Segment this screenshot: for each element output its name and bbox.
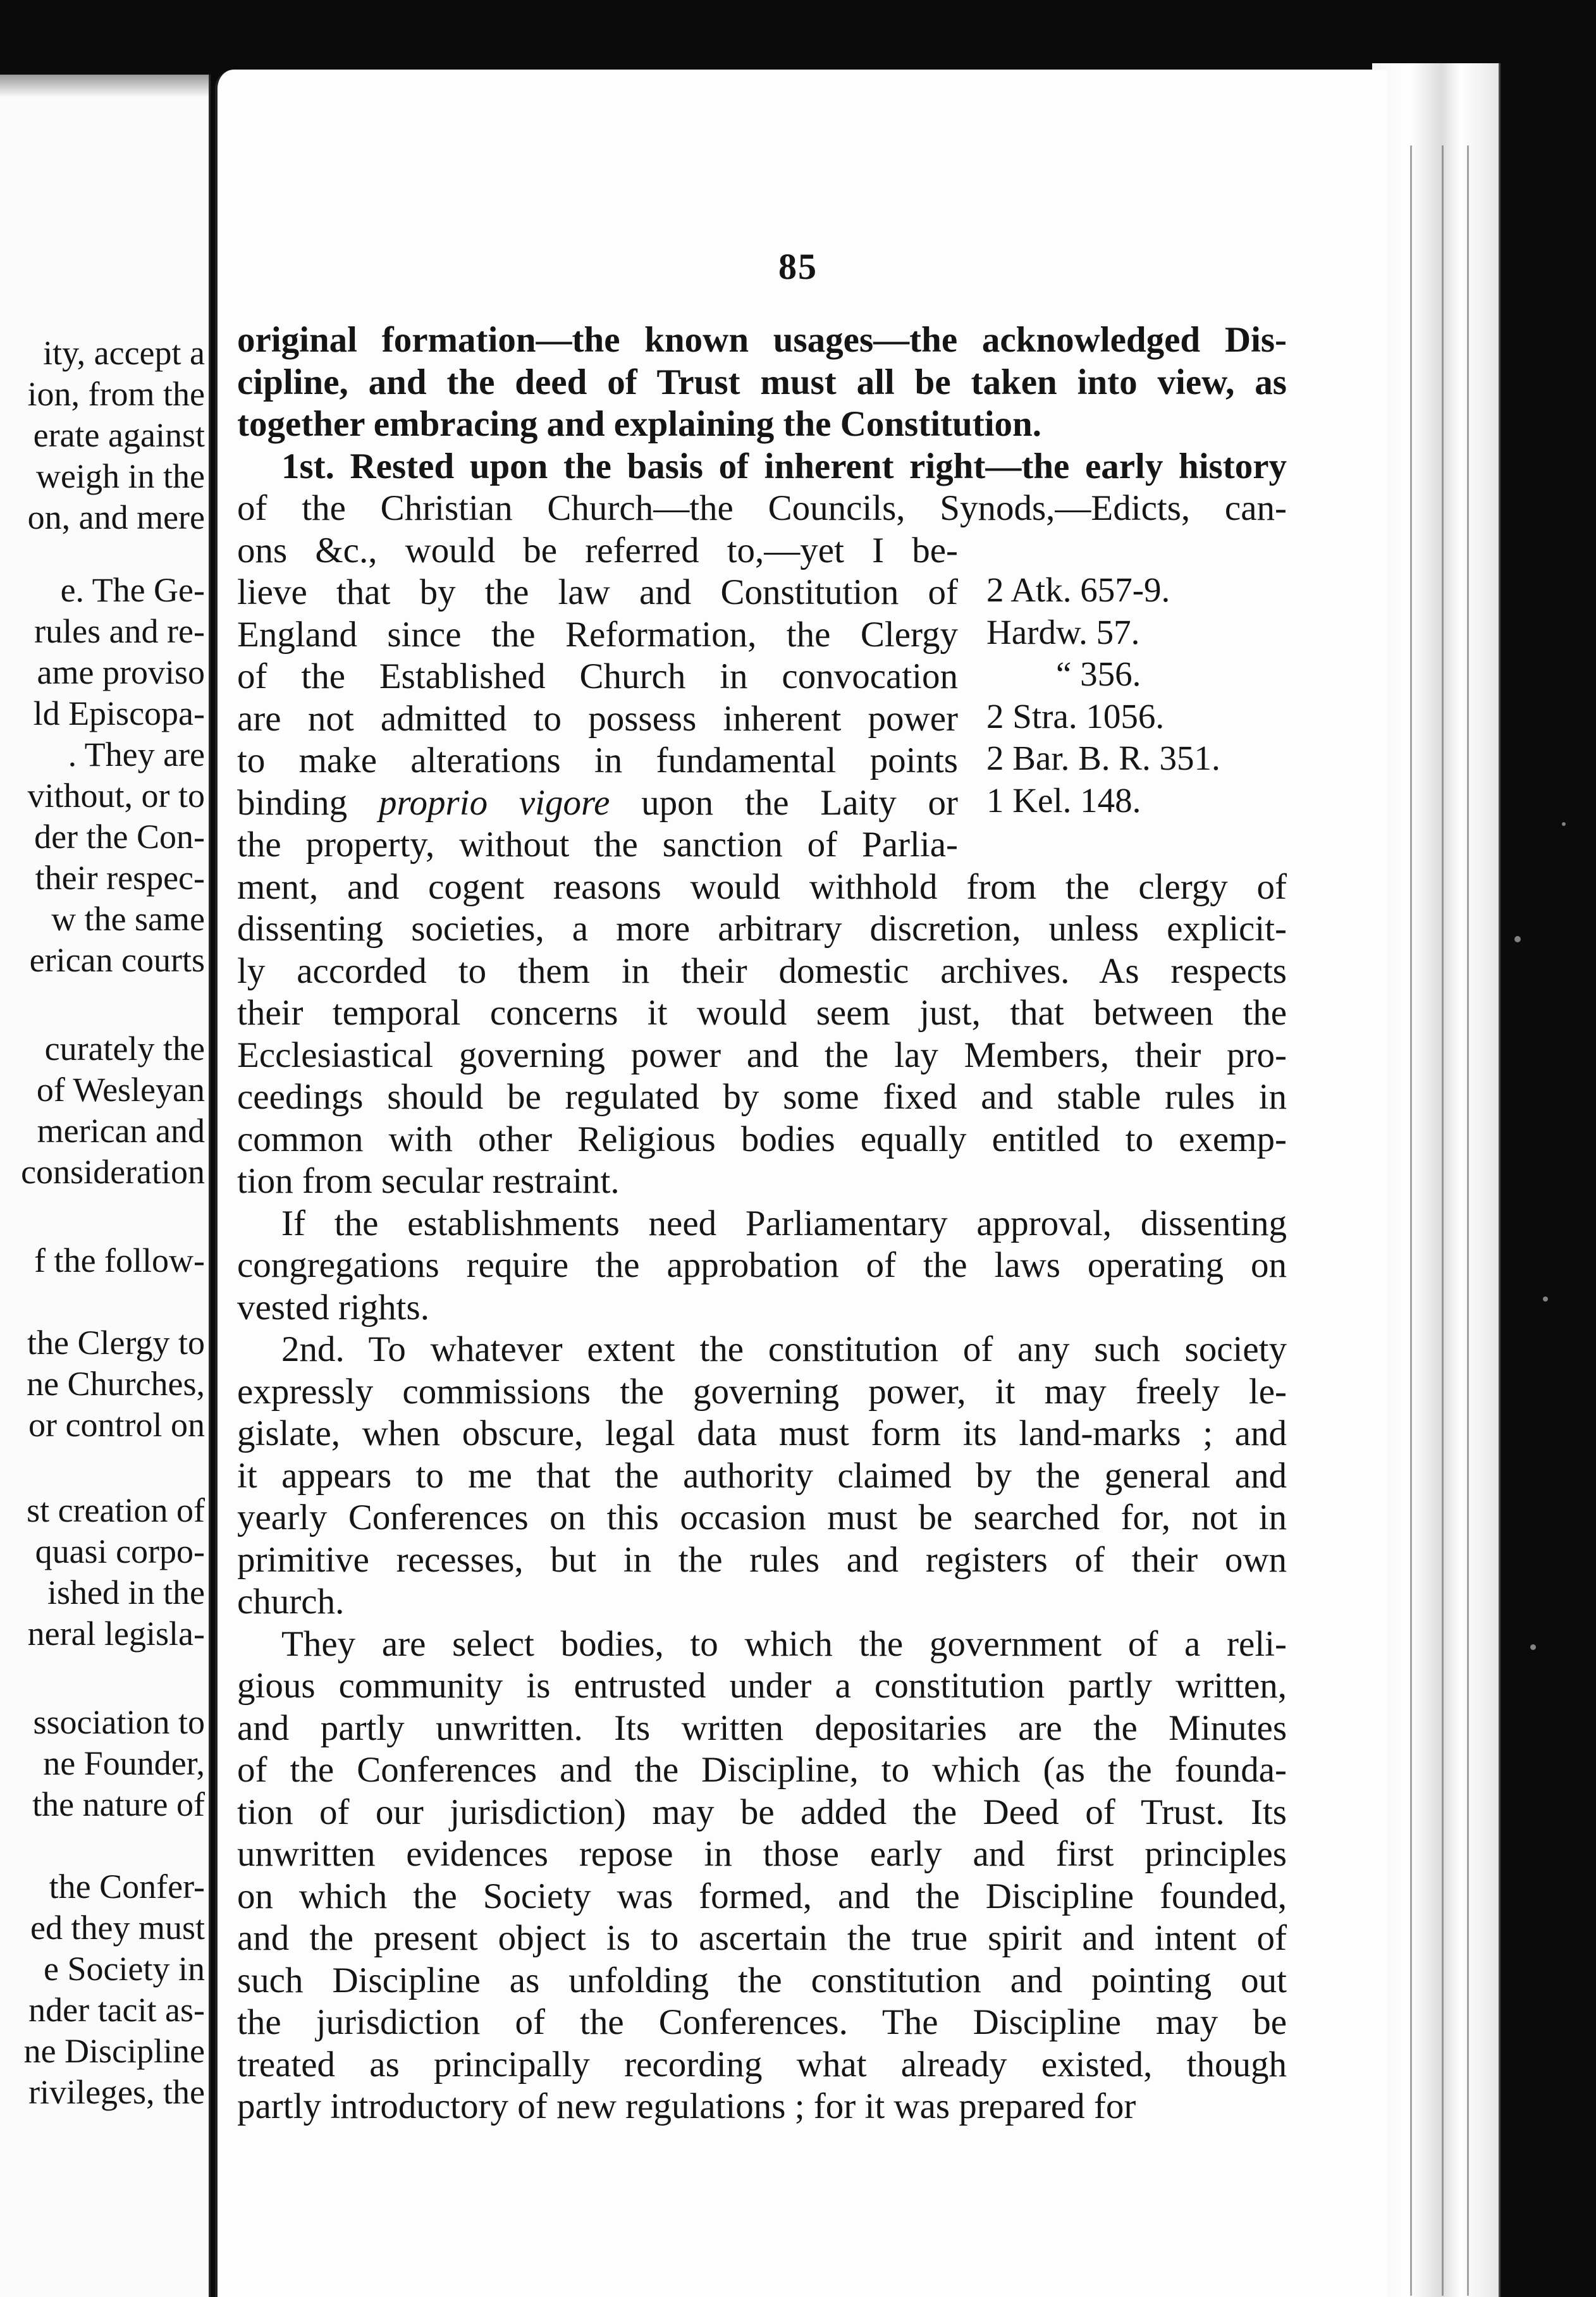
- facing-page-line: weigh in the: [36, 457, 205, 495]
- facing-page-line: der the Con-: [34, 818, 205, 856]
- body-line: dissenting societies, a more arbitrary discretion, unless explicit-: [237, 909, 1287, 949]
- facing-page-line: erate against: [33, 416, 205, 454]
- facing-page-line: ne Founder,: [43, 1744, 205, 1782]
- facing-page-line: of Wesleyan: [36, 1071, 205, 1109]
- facing-page-line: rules and re-: [34, 612, 205, 650]
- facing-page-line: ity, accept a: [43, 334, 205, 372]
- body-line: of the Established Church in convocation: [237, 656, 958, 696]
- body-line: such Discipline as unfolding the constitution and pointing out: [237, 1960, 1287, 2000]
- facing-page-line: ished in the: [47, 1573, 205, 1611]
- body-line: together embracing and explaining the Constitution.: [237, 404, 1042, 444]
- facing-page-line: their respec-: [35, 859, 205, 897]
- body-line: church.: [237, 1582, 345, 1622]
- body-line: of the Conferences and the Discipline, to which (as the founda-: [237, 1750, 1287, 1790]
- facing-page-line: ion, from the: [27, 375, 205, 413]
- body-line: If the establishments need Parliamentary approval, dissenting: [281, 1203, 1287, 1243]
- body-line: ons &c., would be referred to,—yet I be-: [237, 530, 958, 570]
- page-edge: [1372, 63, 1501, 2297]
- body-line: lieve that by the law and Constitution of: [237, 572, 958, 612]
- body-line: 2nd. To whatever extent the constitution of any such society: [281, 1329, 1287, 1369]
- body-line: ly accorded to them in their domestic archives. As respects: [237, 951, 1287, 991]
- body-line: gislate, when obscure, legal data must form its land-marks ; and: [237, 1413, 1287, 1453]
- facing-page-line: the Clergy to: [27, 1324, 205, 1362]
- facing-page-line: ne Discipline: [23, 2032, 205, 2070]
- body-line: treated as principally recording what already existed, though: [237, 2044, 1287, 2085]
- body-line: They are select bodies, to which the government of a reli-: [281, 1623, 1287, 1664]
- facing-page-line: quasi corpo-: [35, 1532, 205, 1570]
- facing-page-line: neral legisla-: [27, 1615, 205, 1653]
- body-line: unwritten evidences repose in those early and first principles: [237, 1834, 1287, 1874]
- body-line: of the Christian Church—the Councils, Synods,—Edicts, can-: [237, 488, 1287, 528]
- body-line: expressly commissions the governing power, it may freely le-: [237, 1371, 1287, 1412]
- facing-page-line: ld Episcopa-: [33, 694, 205, 732]
- facing-page-line: ame proviso: [37, 653, 205, 691]
- facing-page-line: nder tacit as-: [28, 1991, 205, 2029]
- body-line: primitive recesses, but in the rules and registers of their own: [237, 1539, 1287, 1580]
- body-line: to make alterations in fundamental points: [237, 741, 958, 780]
- legal-citation: “ 356.: [1056, 655, 1141, 693]
- facing-page-line: st creation of: [27, 1491, 205, 1529]
- body-line: gious community is entrusted under a constitution partly written,: [237, 1666, 1287, 1706]
- body-line: Ecclesiastical governing power and the lay Members, their pro-: [237, 1035, 1287, 1075]
- facing-page-line: consideration: [21, 1153, 205, 1191]
- legal-citation: Hardw. 57.: [986, 612, 1140, 651]
- facing-page-line: vithout, or to: [27, 777, 205, 815]
- facing-page-line: the Confer-: [49, 1868, 205, 1906]
- facing-page-line: ed they must: [30, 1909, 205, 1947]
- body-line: yearly Conferences on this occasion must be searched for, not in: [237, 1498, 1287, 1537]
- body-line: England since the Reformation, the Clergy: [237, 614, 958, 655]
- legal-citation: 2 Bar. B. R. 351.: [986, 739, 1220, 777]
- body-line: tion from secular restraint.: [237, 1161, 620, 1201]
- facing-page-line: e Society in: [44, 1950, 205, 1988]
- facing-page-line: on, and mere: [27, 498, 205, 536]
- facing-page-line: merican and: [37, 1112, 205, 1150]
- body-line: their temporal concerns it would seem just, that between the: [237, 993, 1287, 1033]
- facing-page-line: rivileges, the: [28, 2073, 205, 2111]
- facing-page-line: erican courts: [29, 941, 205, 979]
- legal-citation: 2 Atk. 657-9.: [986, 570, 1170, 609]
- body-line: original formation—the known usages—the acknowledged Dis-: [237, 320, 1287, 360]
- facing-page-line: e. The Ge-: [60, 571, 205, 609]
- facing-page-line: curately the: [44, 1030, 205, 1068]
- body-line: tion of our jurisdiction) may be added the Deed of Trust. Its: [237, 1792, 1287, 1832]
- legal-citation: 1 Kel. 148.: [986, 780, 1141, 820]
- body-line: are not admitted to possess inherent power: [237, 698, 958, 739]
- facing-page-line: or control on: [28, 1406, 205, 1444]
- facing-page-line: f the follow-: [34, 1241, 205, 1279]
- page-number: 85: [778, 246, 818, 287]
- facing-page-line: . They are: [68, 736, 205, 773]
- facing-page-line: the nature of: [32, 1785, 205, 1823]
- body-line: vested rights.: [237, 1287, 429, 1327]
- facing-page-line: w the same: [51, 900, 205, 938]
- legal-citation: 2 Stra. 1056.: [986, 696, 1165, 736]
- facing-page-line: ssociation to: [33, 1703, 205, 1741]
- body-line: partly introductory of new regulations ; for it was prepared for: [237, 2086, 1136, 2126]
- body-line: the property, without the sanction of Parlia-: [237, 825, 958, 865]
- body-line: it appears to me that the authority claimed by the general and: [237, 1455, 1287, 1496]
- body-line: ceedings should be regulated by some fixed and stable rules in: [237, 1077, 1287, 1117]
- body-line: and the present object is to ascertain the true spirit and intent of: [237, 1918, 1287, 1958]
- body-line: common with other Religious bodies equally entitled to exemp-: [237, 1119, 1287, 1159]
- body-line: on which the Society was formed, and the Discipline founded,: [237, 1876, 1287, 1916]
- body-line: the jurisdiction of the Conferences. The Discipline may be: [237, 2002, 1287, 2042]
- body-line: congregations require the approbation of the laws operating on: [237, 1245, 1287, 1285]
- body-line: and partly unwritten. Its written depositaries are the Minutes: [237, 1708, 1287, 1748]
- facing-page-fragment: [0, 75, 211, 2297]
- facing-page-line: ne Churches,: [27, 1365, 205, 1403]
- body-line: binding proprio vigore upon the Laity or: [237, 782, 958, 823]
- body-line: ment, and cogent reasons would withhold from the clergy of: [237, 866, 1287, 907]
- body-line: 1st. Rested upon the basis of inherent right—the early history: [281, 446, 1287, 486]
- body-line: cipline, and the deed of Trust must all be taken into view, as: [237, 362, 1287, 402]
